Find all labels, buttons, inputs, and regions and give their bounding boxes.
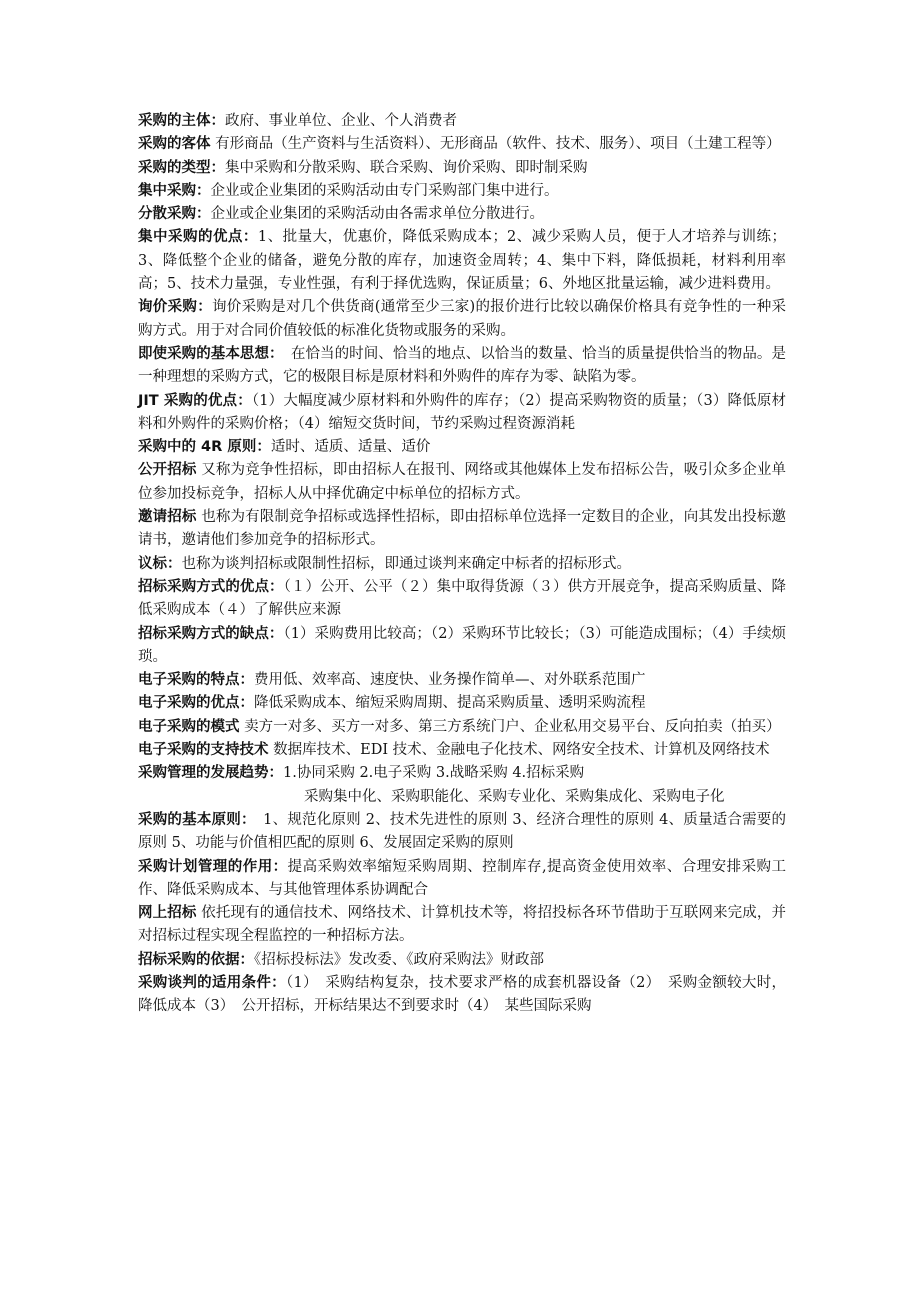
definition: 询价采购是对几个供货商(通常至少三家)的报价进行比较以确保价格具有竞争性的一种采购方式。用于对合同价值较低的标准化货物或服务的采购。 bbox=[138, 299, 786, 339]
term: 采购的主体： bbox=[138, 113, 225, 129]
definition: 1、规范化原则 2、技术先进性的原则 3、经济合理性的原则 4、质量适合需要的原则 5、功能与价值相匹配的原则 6、发展固定采购的原则 bbox=[138, 811, 787, 852]
entry-procurement-trends-continued bbox=[138, 786, 786, 809]
term: JIT 采购的优点： bbox=[138, 392, 252, 409]
entry-tender-basis bbox=[138, 949, 786, 972]
definition: 卖方一对多、买方一对多、第三方系统门户、企业私用交易平台、反向拍卖（拍买） bbox=[239, 718, 781, 735]
term: 电子采购的特点： bbox=[138, 672, 254, 689]
definition: 费用低、效率高、速度快、业务操作简单—、对外联系范围广 bbox=[254, 672, 646, 689]
definition: 也称为有限制竞争招标或选择性招标，即由招标单位选择一定数目的企业，向其发出投标邀请书，邀请他们参加竞争的招标形式。 bbox=[138, 509, 787, 549]
term: 集中采购的优点： bbox=[138, 229, 258, 246]
entry-procurement-trends bbox=[138, 762, 786, 785]
entry-procurement-principles bbox=[138, 809, 786, 856]
term: 询价采购： bbox=[138, 299, 212, 316]
term: 议标： bbox=[138, 555, 182, 572]
entry-negotiation-conditions bbox=[138, 972, 786, 1019]
document-page bbox=[138, 110, 786, 1019]
definition: 降低采购成本、缩短采购周期、提高采购质量、透明采购流程 bbox=[254, 695, 646, 712]
definition: 又称为竞争性招标，即由招标人在报刊、网络或其他媒体上发布招标公告，吸引众多企业单位参加投标竞争，招标人从中择优确定中标单位的招标方式。 bbox=[138, 462, 787, 502]
definition: 依托现有的通信技术、网络技术、计算机技术等，将招投标各环节借助于互联网来完成，并对招标过程实现全程监控的一种招标方法。 bbox=[138, 905, 787, 945]
term: 公开招标 bbox=[138, 462, 197, 479]
term: 采购的基本原则： bbox=[138, 811, 249, 828]
term: 电子采购的优点： bbox=[138, 695, 254, 712]
definition: 1、批量大，优惠价，降低采购成本；2、减少采购人员，便于人才培养与训练；3、降低整个企业的储备，避免分散的库存，加速资金周转；4、集中下料，降低损耗，材料利用率高；5、技术力量强，专业性强，有利于择优选购，保证质量；6、外地区批量运输，减少进料费用。 bbox=[138, 229, 787, 293]
definition: 在恰当的时间、恰当的地点、以恰当的数量、恰当的质量提供恰当的物品。是一种理想的采购方式，它的极限目标是原材料和外购件的库存为零、缺陷为零。 bbox=[138, 345, 786, 386]
term: 招标采购方式的优点： bbox=[138, 578, 284, 595]
definition: 有形商品（生产资料与生活资料）、无形商品（软件、技术、服务）、项目（土建工程等） bbox=[210, 136, 781, 153]
entry-centralized-advantages bbox=[138, 226, 786, 296]
term: 采购的客体 bbox=[138, 136, 211, 153]
entry-decentralized-procurement bbox=[138, 203, 786, 226]
entry-inquiry-procurement bbox=[138, 296, 786, 343]
entry-online-tender bbox=[138, 902, 786, 949]
entry-procurement-subject bbox=[138, 110, 786, 133]
definition: （1）采购费用比较高；（2）采购环节比较长；（3）可能造成围标；（4）手续烦琐。 bbox=[138, 625, 786, 665]
entry-4r-principle bbox=[138, 436, 786, 459]
entry-open-tender bbox=[138, 459, 786, 506]
definition: 《招标投标法》发改委、《政府采购法》财政部 bbox=[254, 951, 544, 968]
term: 即使采购的基本思想： bbox=[138, 345, 277, 362]
definition: 提高采购效率缩短采购周期、控制库存,提高资金使用效率、合理安排采购工作、降低采购成本、与其他管理体系协调配合 bbox=[138, 858, 786, 898]
definition: 企业或企业集团的采购活动由专门采购部门集中进行。 bbox=[210, 182, 559, 199]
entry-tender-disadvantages bbox=[138, 623, 786, 670]
entry-jit-advantages bbox=[138, 390, 786, 437]
term: 招标采购的依据： bbox=[138, 951, 254, 968]
definition: 适时、适质、适量、适价 bbox=[270, 439, 431, 456]
definition: 也称为谈判招标或限制性招标，即通过谈判来确定中标者的招标形式。 bbox=[181, 555, 631, 572]
term: 集中采购： bbox=[138, 182, 211, 199]
definition: 数据库技术、EDI 技术、金融电子化技术、网络安全技术、计算机及网络技术 bbox=[268, 742, 770, 759]
definition: （1） 采购结构复杂，技术要求严格的成套机器设备（2） 采购金额较大时，降低成本（3） 公开招标，开标结果达不到要求时（4） 某些国际采购 bbox=[138, 974, 787, 1015]
term: 招标采购方式的缺点： bbox=[138, 625, 284, 642]
entry-centralized-procurement bbox=[138, 180, 786, 203]
term: 采购谈判的适用条件： bbox=[138, 974, 286, 991]
term: 采购管理的发展趋势： bbox=[138, 765, 283, 782]
definition: （１）公开、公平（２）集中取得货源（３）供方开展竞争，提高采购质量、降低采购成本（４）了解供应来源 bbox=[138, 578, 786, 619]
definition: 政府、事业单位、企业、个人消费者 bbox=[225, 113, 457, 129]
entry-jit-basic-idea bbox=[138, 343, 786, 390]
definition: 1.协同采购 2.电子采购 3.战略采购 4.招标采购 bbox=[283, 765, 585, 782]
term: 采购中的 4R 原则： bbox=[138, 439, 271, 456]
term: 采购计划管理的作用： bbox=[138, 858, 288, 875]
term: 采购的类型： bbox=[138, 159, 225, 176]
term: 分散采购： bbox=[138, 206, 211, 223]
term: 邀请招标 bbox=[138, 509, 197, 526]
entry-eprocurement-tech bbox=[138, 739, 786, 762]
term: 网上招标 bbox=[138, 905, 197, 922]
entry-tender-advantages bbox=[138, 576, 786, 623]
entry-procurement-object bbox=[138, 133, 786, 156]
entry-negotiated-tender bbox=[138, 553, 786, 576]
definition: 采购集中化、采购职能化、采购专业化、采购集成化、采购电子化 bbox=[304, 788, 725, 805]
term: 电子采购的支持技术 bbox=[138, 742, 269, 759]
definition: （1）大幅度减少原材料和外购件的库存；（2）提高采购物资的质量；（3）降低原材料和外购件的采购价格；（4）缩短交货时间，节约采购过程资源消耗 bbox=[138, 392, 786, 432]
entry-invited-tender bbox=[138, 506, 786, 553]
entry-procurement-types bbox=[138, 157, 786, 180]
entry-eprocurement-advantages bbox=[138, 692, 786, 715]
definition: 集中采购和分散采购、联合采购、询价采购、即时制采购 bbox=[225, 159, 588, 176]
entry-planning-role bbox=[138, 856, 786, 903]
entry-eprocurement-models bbox=[138, 716, 786, 739]
term: 电子采购的模式 bbox=[138, 718, 240, 735]
entry-eprocurement-features bbox=[138, 669, 786, 692]
definition: 企业或企业集团的采购活动由各需求单位分散进行。 bbox=[210, 206, 544, 223]
